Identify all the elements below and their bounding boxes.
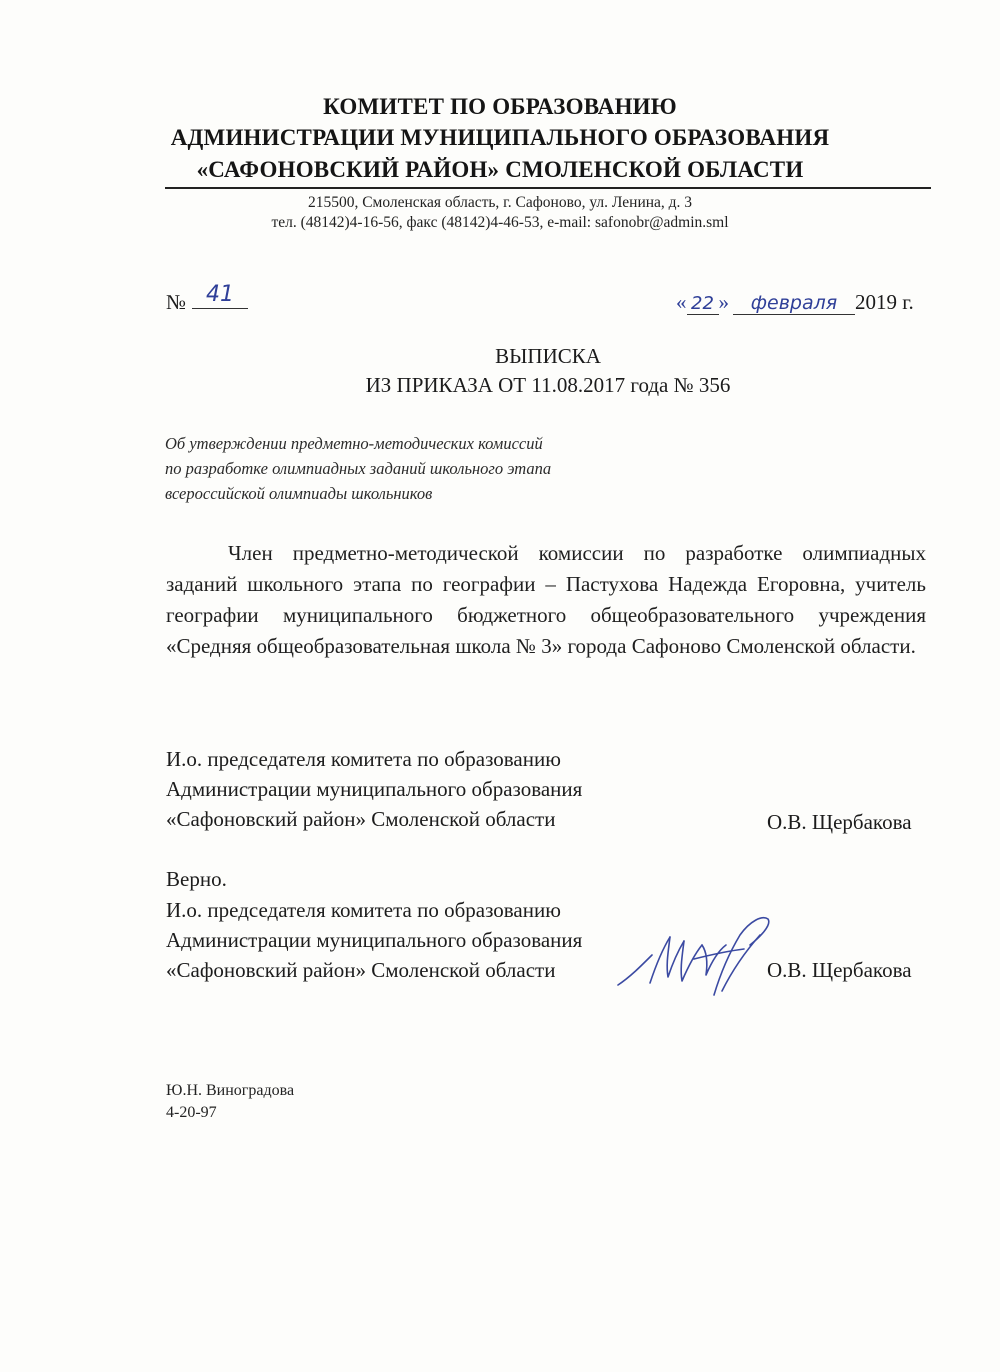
sig2-line-1: И.о. председателя комитета по образованию [166, 898, 561, 922]
handwritten-signature-icon [610, 905, 785, 1005]
header-line-3: «САФОНОВСКИЙ РАЙОН» СМОЛЕНСКОЙ ОБЛАСТИ [196, 157, 804, 182]
sig1-line-3: «Сафоновский район» Смоленской области [166, 807, 556, 831]
executor-phone: 4-20-97 [166, 1104, 217, 1121]
body-paragraph: Член предметно-методической комиссии по разработке олимпиадных заданий школьного этапа по географии – Пастухова Надежда Егоровна, учитель географии муниципального бюджетного общеобразовательного учреждения «Средняя общеобразовательная школа № 3» города Сафоново Смоленской области. [166, 541, 926, 658]
date-month: февраля [733, 292, 855, 315]
header-line-1: КОМИТЕТ ПО ОБРАЗОВАНИЮ [323, 94, 677, 119]
sig1-line-2: Администрации муниципального образования [166, 777, 583, 801]
doc-number-label: № [166, 290, 187, 314]
subject-line-3: всероссийской олимпиады школьников [165, 484, 433, 503]
subject-line-1: Об утверждении предметно-методических комиссий [165, 434, 543, 453]
sig1-name: О.В. Щербакова [767, 810, 912, 834]
sig1-line-1: И.о. председателя комитета по образованию [166, 747, 561, 771]
sig2-line-2: Администрации муниципального образования [166, 928, 583, 952]
header-line-2: АДМИНИСТРАЦИИ МУНИЦИПАЛЬНОГО ОБРАЗОВАНИЯ [170, 125, 830, 150]
sig2-name: О.В. Щербакова [767, 958, 912, 982]
date-year: 2019 г. [855, 290, 914, 314]
executor-name: Ю.Н. Виноградова [166, 1082, 295, 1099]
date-day: 22 [687, 293, 719, 315]
doc-title-order: ИЗ ПРИКАЗА ОТ 11.08.2017 года № 356 [365, 373, 731, 397]
verified-label: Верно. [166, 867, 227, 891]
date-open-quote: « [676, 290, 687, 314]
sig2-line-3: «Сафоновский район» Смоленской области [166, 958, 556, 982]
doc-title: ВЫПИСКА [495, 344, 601, 368]
header-address: 215500, Смоленская область, г. Сафоново, ул. Ленина, д. 3 [307, 194, 693, 211]
doc-number-value: 41 [192, 282, 248, 309]
date-close-quote: » [718, 290, 729, 314]
doc-date [676, 290, 914, 315]
header-contacts: тел. (48142)4-16-56, факс (48142)4-46-53, e-mail: safonobr@admin.sml [271, 214, 729, 231]
header-rule [165, 187, 931, 189]
subject-line-2: по разработке олимпиадных заданий школьного этапа [165, 459, 552, 478]
